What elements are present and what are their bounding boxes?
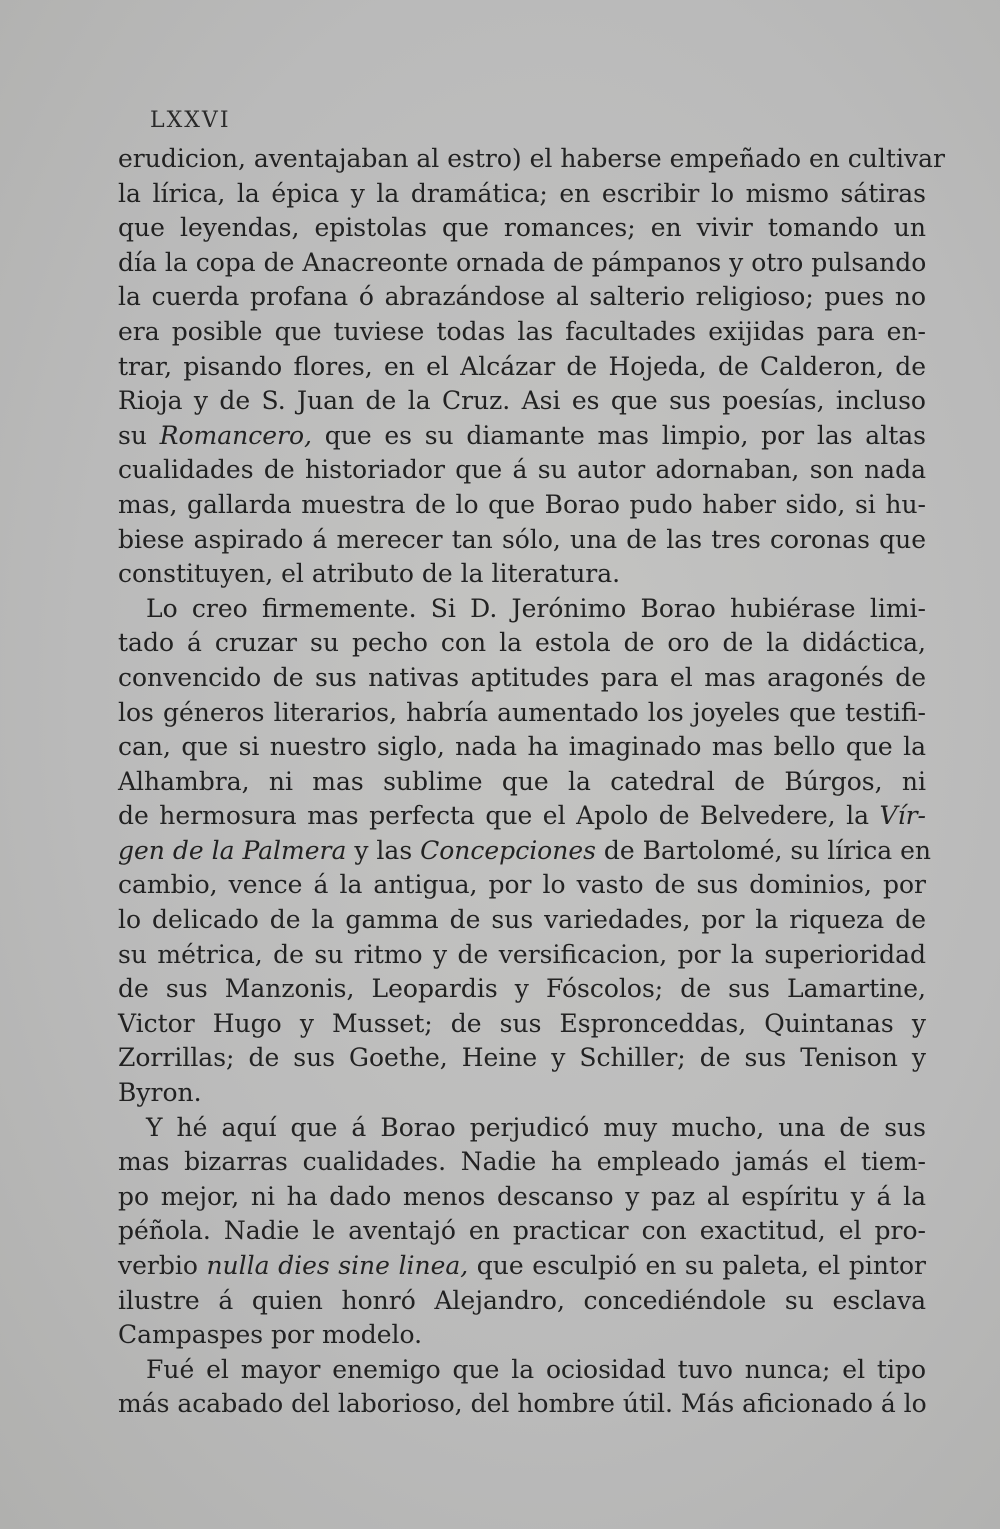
text-line: Zorrillas; de sus Goethe, Heine y Schiller; de sus Tenison y bbox=[118, 1043, 926, 1073]
page-number: LXXVI bbox=[150, 108, 231, 133]
text-line: erudicion, aventajaban al estro) el haberse empeñado en cultivar bbox=[118, 144, 945, 173]
text-line: los géneros literarios, habría aumentado los joyeles que testifi- bbox=[118, 697, 926, 727]
text-span: y las bbox=[346, 835, 421, 865]
text-line: convencido de sus nativas aptitudes para el mas aragonés de bbox=[118, 662, 926, 692]
text-line: más acabado del laborioso, del hombre útil. Más aficionado á lo bbox=[118, 1389, 927, 1419]
text-span: de Bartolomé, su lírica en bbox=[595, 835, 931, 865]
text-line: constituyen, el atributo de la literatura. bbox=[118, 559, 621, 589]
text-line: mas, gallarda muestra de lo que Borao pudo haber sido, si hu- bbox=[118, 489, 926, 519]
text-line bbox=[118, 419, 926, 454]
italic-text: Vír- bbox=[879, 801, 926, 831]
text-span: de hermosura mas perfecta que el Apolo de Belvedere, la bbox=[118, 801, 880, 831]
italic-text: gen de la Palmera bbox=[118, 835, 347, 865]
text-span: que es su diamante mas limpio, por las altas bbox=[312, 420, 926, 450]
text-line: la cuerda profana ó abrazándose al salterio religioso; pues no bbox=[118, 282, 926, 312]
text-line: día la copa de Anacreonte ornada de pámpanos y otro pulsando bbox=[118, 247, 927, 277]
text-line: mas bizarras cualidades. Nadie ha empleado jamás el tiem- bbox=[118, 1147, 926, 1177]
text-line: biese aspirado á merecer tan sólo, una de las tres coronas que bbox=[118, 524, 926, 554]
text-line: ilustre á quien honró Alejandro, concediéndole su esclava bbox=[118, 1285, 926, 1315]
text-span: que esculpió en su paleta, el pintor bbox=[468, 1251, 926, 1280]
text-line: can, que si nuestro siglo, nada ha imaginado mas bello que la bbox=[118, 732, 926, 762]
text-line: Campaspes por modelo. bbox=[118, 1320, 423, 1350]
italic-text: nulla dies sine linea, bbox=[206, 1251, 469, 1280]
text-line: Lo creo firmemente. Si D. Jerónimo Borao hubiérase limi- bbox=[146, 593, 926, 623]
text-line bbox=[118, 834, 931, 869]
text-line: trar, pisando flores, en el Alcázar de Hojeda, de Calderon, de bbox=[118, 351, 926, 381]
text-line: la lírica, la épica y la dramática; en escribir lo mismo sátiras bbox=[118, 178, 926, 208]
text-line: Rioja y de S. Juan de la Cruz. Asi es que sus poesías, incluso bbox=[118, 386, 926, 416]
text-line: péñola. Nadie le aventajó en practicar con exactitud, el pro- bbox=[118, 1216, 926, 1246]
text-span: verbio bbox=[118, 1251, 207, 1280]
text-line: era posible que tuviese todas las facultades exijidas para en- bbox=[118, 316, 926, 346]
text-line: Victor Hugo y Musset; de sus Espronceddas, Quintanas y bbox=[118, 1008, 926, 1038]
text-line: que leyendas, epistolas que romances; en vivir tomando un bbox=[118, 213, 926, 243]
text-line: po mejor, ni ha dado menos descanso y paz al espíritu y á la bbox=[118, 1181, 926, 1211]
text-line: cambio, vence á la antigua, por lo vasto de sus dominios, por bbox=[118, 870, 926, 900]
text-line bbox=[118, 1249, 926, 1284]
text-line: de sus Manzonis, Leopardis y Fóscolos; de sus Lamartine, bbox=[118, 974, 926, 1004]
text-line: lo delicado de la gamma de sus variedades, por la riqueza de bbox=[118, 905, 926, 935]
text-line: Y hé aquí que á Borao perjudicó muy mucho, una de sus bbox=[146, 1112, 926, 1142]
text-line: tado á cruzar su pecho con la estola de oro de la didáctica, bbox=[118, 628, 926, 658]
text-line: su métrica, de su ritmo y de versificacion, por la superioridad bbox=[118, 939, 926, 969]
italic-text: Romancero, bbox=[159, 420, 312, 450]
italic-text: Concepciones bbox=[420, 835, 596, 865]
text-line bbox=[118, 799, 926, 834]
text-line: cualidades de historiador que á su autor adornaban, son nada bbox=[118, 455, 926, 485]
text-line: Byron. bbox=[118, 1078, 202, 1108]
body-text bbox=[118, 142, 945, 1422]
text-line: Alhambra, ni mas sublime que la catedral de Búrgos, ni bbox=[118, 766, 926, 796]
text-line: Fué el mayor enemigo que la ociosidad tuvo nunca; el tipo bbox=[146, 1354, 926, 1384]
text-span: su bbox=[118, 420, 160, 450]
